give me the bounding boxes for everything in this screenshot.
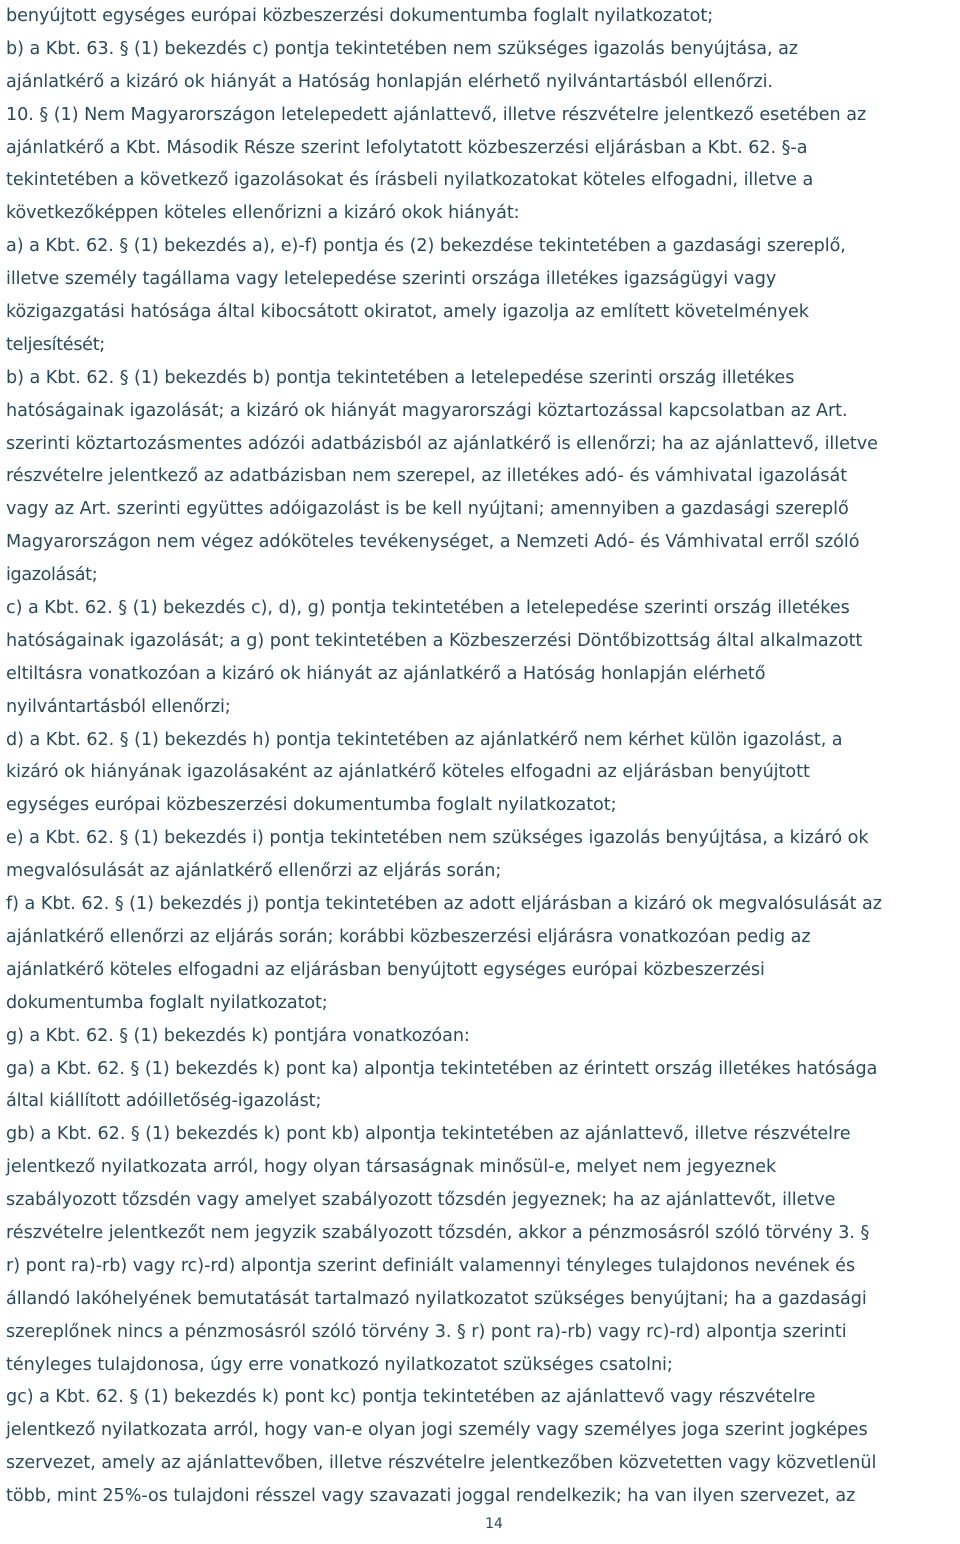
text-line: teljesítését; (6, 334, 105, 355)
text-line: hatóságainak igazolását; a g) pont tekintetében a Közbeszerzési Döntőbizottság által alkalmazott (6, 630, 863, 651)
text-line: szabályozott tőzsdén vagy amelyet szabályozott tőzsdén jegyeznek; ha az ajánlattevőt, illetve (6, 1190, 836, 1211)
text-line: tényleges tulajdonosa, úgy erre vonatkozó nyilatkozatot szükséges csatolni; (6, 1354, 673, 1375)
text-line: ga) a Kbt. 62. § (1) bekezdés k) pont ka) alpontja tekintetében az érintett ország illetékes hatósága (6, 1058, 878, 1079)
text-line: e) a Kbt. 62. § (1) bekezdés i) pontja tekintetében nem szükséges igazolás benyújtása, a kizáró ok (6, 828, 869, 849)
text-line: ajánlatkérő köteles elfogadni az eljárásban benyújtott egységes európai közbeszerzési (6, 959, 765, 980)
text-line: ajánlatkérő ellenőrzi az eljárás során; korábbi közbeszerzési eljárásra vonatkozóan pedig az (6, 926, 811, 947)
text-line: jelentkező nyilatkozata arról, hogy olyan társaságnak minősül-e, melyet nem jegyeznek (6, 1157, 777, 1178)
text-line: r) pont ra)-rb) vagy rc)-rd) alpontja szerint definiált valamennyi tényleges tulajdonos nevének és (6, 1255, 856, 1276)
text-line: gc) a Kbt. 62. § (1) bekezdés k) pont kc) pontja tekintetében az ajánlattevő vagy részvételre (6, 1387, 816, 1408)
text-line: jelentkező nyilatkozata arról, hogy van-e olyan jogi személy vagy személyes joga szerint jogképes (6, 1420, 868, 1441)
text-line: közigazgatási hatósága által kibocsátott okiratot, amely igazolja az említett követelmények (6, 302, 809, 323)
text-line: g) a Kbt. 62. § (1) bekezdés k) pontjára vonatkozóan: (6, 1025, 470, 1046)
text-line: részvételre jelentkező az adatbázisban nem szerepel, az illetékes adó- és vámhivatal igazolását (6, 466, 848, 487)
text-line: szervezet, amely az ajánlattevőben, illetve részvételre jelentkezőben közvetetten vagy közvetlenül (6, 1453, 877, 1474)
text-line: dokumentumba foglalt nyilatkozatot; (6, 992, 328, 1013)
text-line: illetve személy tagállama vagy letelepedése szerinti országa illetékes igazságügyi vagy (6, 269, 777, 290)
text-line: f) a Kbt. 62. § (1) bekezdés j) pontja tekintetében az adott eljárásban a kizáró ok megvalósulását az (6, 894, 882, 915)
text-line: benyújtott egységes európai közbeszerzési dokumentumba foglalt nyilatkozatot; (6, 6, 714, 26)
text-line: több, mint 25%-os tulajdoni résszel vagy szavazati joggal rendelkezik; ha van ilyen szervezet, az (6, 1486, 856, 1507)
text-line: a) a Kbt. 62. § (1) bekezdés a), e)-f) pontja és (2) bekezdése tekintetében a gazdasági szereplő, (6, 236, 846, 257)
text-line: részvételre jelentkezőt nem jegyzik szabályozott tőzsdén, akkor a pénzmosásról szóló törvény 3. § (6, 1222, 870, 1243)
text-line: c) a Kbt. 62. § (1) bekezdés c), d), g) pontja tekintetében a letelepedése szerinti ország illetékes (6, 598, 850, 619)
text-line: megvalósulását az ajánlatkérő ellenőrzi az eljárás során; (6, 861, 502, 882)
text-line: d) a Kbt. 62. § (1) bekezdés h) pontja tekintetében az ajánlatkérő nem kérhet külön igazolást, a (6, 729, 843, 750)
text-line: vagy az Art. szerinti együttes adóigazolást is be kell nyújtani; amennyiben a gazdasági szereplő (6, 499, 849, 520)
text-line: állandó lakóhelyének bemutatását tartalmazó nyilatkozatot szükséges benyújtani; ha a gazdasági (6, 1288, 867, 1309)
text-line: nyilvántartásból ellenőrzi; (6, 696, 231, 717)
text-line: b) a Kbt. 62. § (1) bekezdés b) pontja tekintetében a letelepedése szerinti ország illetékes (6, 367, 795, 388)
text-line: 10. § (1) Nem Magyarországon letelepedett ajánlattevő, illetve részvételre jelentkező esetében az (6, 104, 867, 125)
text-line: Magyarországon nem végez adóköteles tevékenységet, a Nemzeti Adó- és Vámhivatal erről szóló (6, 532, 860, 553)
text-line: kizáró ok hiányának igazolásaként az ajánlatkérő köteles elfogadni az eljárásban benyújtott (6, 762, 810, 783)
text-line: gb) a Kbt. 62. § (1) bekezdés k) pont kb) alpontja tekintetében az ajánlattevő, illetve részvételre (6, 1124, 851, 1145)
text-line: által kiállított adóilletőség-igazolást; (6, 1091, 322, 1112)
text-line: igazolását; (6, 565, 98, 586)
text-line: következőképpen köteles ellenőrizni a kizáró okok hiányát: (6, 203, 520, 224)
text-line: tekintetében a következő igazolásokat és írásbeli nyilatkozatokat köteles elfogadni, illetve a (6, 170, 814, 191)
text-line: b) a Kbt. 63. § (1) bekezdés c) pontja tekintetében nem szükséges igazolás benyújtása, az (6, 38, 799, 59)
page-number: 14 (485, 1516, 503, 1532)
text-line: szereplőnek nincs a pénzmosásról szóló törvény 3. § r) pont ra)-rb) vagy rc)-rd) alpontja szerinti (6, 1321, 847, 1342)
text-line: szerinti köztartozásmentes adózói adatbázisból az ajánlatkérő is ellenőrzi; ha az ajánlattevő, illetve (6, 433, 878, 454)
text-line: ajánlatkérő a kizáró ok hiányát a Hatóság honlapján elérhető nyilvántartásból ellenőrzi. (6, 71, 773, 92)
text-line: egységes európai közbeszerzési dokumentumba foglalt nyilatkozatot; (6, 795, 617, 816)
body-text (6, 0, 960, 1513)
text-line: hatóságainak igazolását; a kizáró ok hiányát magyarországi köztartozással kapcsolatban az Art. (6, 400, 848, 421)
text-line: ajánlatkérő a Kbt. Második Része szerint lefolytatott közbeszerzési eljárásban a Kbt. 62. §-a (6, 137, 808, 158)
text-line: eltiltásra vonatkozóan a kizáró ok hiányát az ajánlatkérő a Hatóság honlapján elérhető (6, 663, 766, 684)
